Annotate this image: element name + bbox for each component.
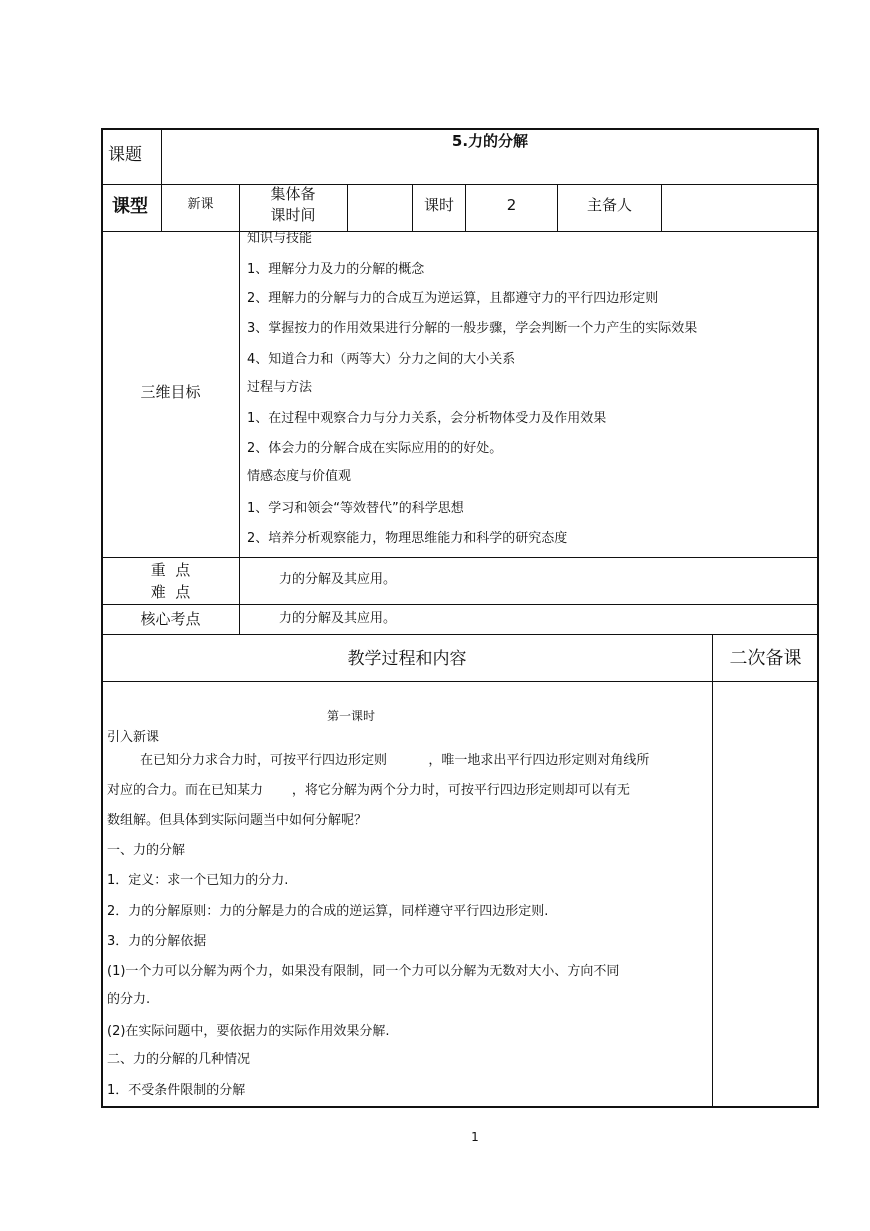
goal-line: 情感态度与价值观 [247,469,352,484]
goal-line: 2、培养分析观察能力，物理思维能力和科学的研究态度 [247,531,568,546]
type-value: 新课 [187,197,214,212]
content-line: 3．力的分解依据 [107,934,207,949]
content-line: 2．力的分解原则：力的分解是力的合成的逆运算，同样遵守平行四边形定则. [107,904,549,919]
row-divider [101,231,819,232]
key-points-label-line1: 重 点 [150,561,191,579]
content-line: 在已知分力求合力时，可按平行四边形定则 ，唯一地求出平行四边形定则对角线所 [140,753,650,768]
type-label: 课型 [112,196,148,217]
row-divider [101,604,819,605]
content-line: 1．不受条件限制的分解 [107,1083,246,1098]
prep-time-label-line1: 集体备 [270,185,316,203]
goal-line: 2、理解力的分解与力的合成互为逆运算，且都遵守力的平行四边形定则 [247,291,659,306]
content-line: 的分力. [107,992,151,1007]
hours-value: 2 [506,196,517,214]
goal-line: 1、在过程中观察合力与分力关系，会分析物体受力及作用效果 [247,411,607,426]
process-title: 教学过程和内容 [347,649,467,669]
content-line: 二、力的分解的几种情况 [107,1052,251,1067]
prep-time-label-line2: 课时间 [270,206,316,224]
page-number: 1 [471,1130,479,1144]
goal-line: 知识与技能 [247,231,313,246]
column-divider [712,634,713,1108]
goal-line: 1、理解分力及力的分解的概念 [247,262,425,277]
content-line: 引入新课 [107,730,160,745]
goal-line: 过程与方法 [247,380,313,395]
column-divider [347,184,348,231]
topic-value: 5.力的分解 [451,132,529,150]
content-line: 一、力的分解 [107,843,186,858]
key-points-value: 力的分解及其应用。 [279,572,397,587]
row-divider [101,184,819,185]
core-exam-label: 核心考点 [140,610,201,628]
core-exam-value: 力的分解及其应用。 [279,611,397,626]
lead-prep-label: 主备人 [586,196,632,214]
goal-line: 4、知道合力和（两等大）分力之间的大小关系 [247,352,516,367]
topic-label: 课题 [108,145,142,165]
goal-line: 1、学习和领会“等效替代”的科学思想 [247,501,464,516]
content-line: 1．定义：求一个已知力的分力. [107,873,289,888]
goal-line: 2、体会力的分解合成在实际应用的的好处。 [247,441,503,456]
goals-label: 三维目标 [140,383,201,401]
content-line: 数组解。但具体到实际问题当中如何分解呢？ [107,813,368,828]
content-line: 对应的合力。而在已知某力 ，将它分解为两个分力时，可按平行四边形定则却可以有无 [107,783,630,798]
content-line: (2)在实际问题中，要依据力的实际作用效果分解. [107,1024,390,1039]
secondary-prep-title: 二次备课 [729,648,802,669]
hours-label: 课时 [423,196,454,214]
goal-line: 3、掌握按力的作用效果进行分解的一般步骤，学会判断一个力产生的实际效果 [247,321,698,336]
row-divider [101,557,819,558]
lesson-heading: 第一课时 [327,709,376,723]
content-line: (1)一个力可以分解为两个力，如果没有限制，同一个力可以分解为无数对大小、方向不同 [107,964,620,979]
column-divider [161,128,162,231]
column-divider [661,184,662,231]
key-points-label-line2: 难 点 [150,583,191,601]
column-divider [239,231,240,634]
